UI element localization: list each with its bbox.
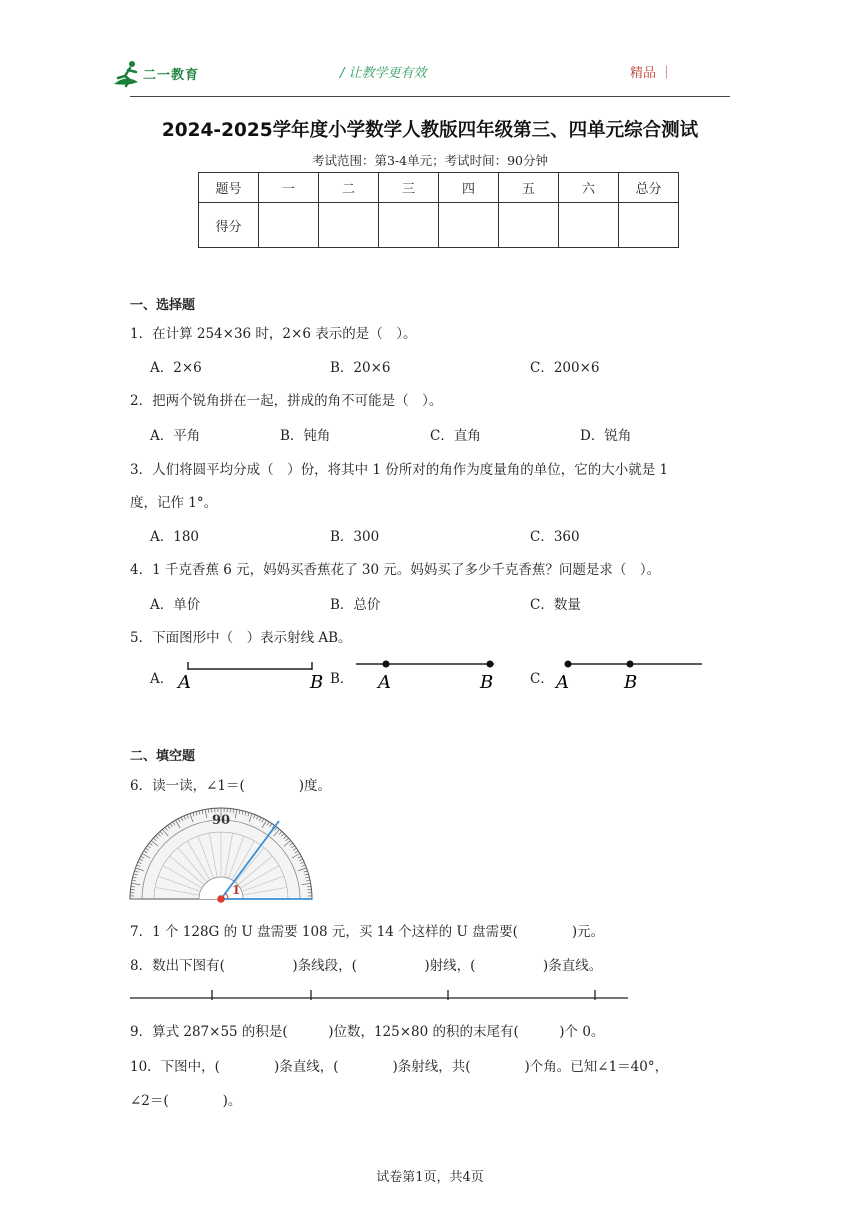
question-5: 5．下面图形中（ ）表示射线 AB。 xyxy=(130,630,352,646)
page-title: 2024-2025学年度小学数学人教版四年级第三、四单元综合测试 xyxy=(161,120,699,141)
question-9: 9．算式 287×55 的积是( )位数，125×80 的积的末尾有( )个 0。 xyxy=(130,1024,605,1040)
score-header-cell: 四 xyxy=(439,173,499,203)
score-row xyxy=(199,203,679,248)
score-cell[interactable] xyxy=(619,203,679,248)
header-divider xyxy=(130,96,730,97)
q1-option-a[interactable]: A．2×6 xyxy=(150,360,202,376)
q5-option-c[interactable]: C． xyxy=(530,671,554,687)
q3-option-c[interactable]: C．360 xyxy=(530,529,580,545)
q5-option-a[interactable]: A． xyxy=(150,671,174,687)
question-6: 6．读一读，∠1＝( )度。 xyxy=(130,778,332,794)
q3-option-a[interactable]: A．180 xyxy=(150,529,200,545)
question-10: 10．下图中，( )条直线，( )条射线，共( )个角。已知∠1＝40°， xyxy=(130,1059,669,1075)
question-8: 8．数出下图有( )条线段，( )射线，( )条直线。 xyxy=(130,958,603,974)
header-badge: 精品 ｜ xyxy=(630,66,674,81)
q5-c-label-a: A xyxy=(556,672,569,692)
q2-option-b[interactable]: B．钝角 xyxy=(280,428,331,444)
protractor-figure xyxy=(128,804,314,904)
score-row-label: 得分 xyxy=(199,203,259,248)
score-cell[interactable] xyxy=(319,203,379,248)
question-1: 1．在计算 254×36 时，2×6 表示的是（ ）。 xyxy=(130,326,417,342)
question-4: 4．1 千克香蕉 6 元，妈妈买香蕉花了 30 元。妈妈买了多少千克香蕉？问题是求（ ）。 xyxy=(130,562,661,578)
angle-1-label: 1 xyxy=(232,883,241,897)
q5-figure-c-ray xyxy=(550,656,710,692)
section-heading: 一、选择题 xyxy=(130,298,196,313)
q5-a-label-b: B xyxy=(310,672,324,692)
question-2: 2．把两个锐角拼在一起，拼成的角不可能是（ ）。 xyxy=(130,393,443,409)
score-header-cell: 一 xyxy=(259,173,319,203)
q5-b-label-a: A xyxy=(378,672,391,692)
q4-option-b[interactable]: B．总价 xyxy=(330,597,381,613)
question-10-line2: ∠2＝( )。 xyxy=(130,1093,242,1109)
q2-option-c[interactable]: C．直角 xyxy=(430,428,481,444)
q5-figure-b-segment xyxy=(350,656,510,692)
q2-option-d[interactable]: D．锐角 xyxy=(580,428,632,444)
protractor-90-label: 90 xyxy=(212,813,231,828)
score-cell[interactable] xyxy=(259,203,319,248)
q5-figure-a-segment xyxy=(176,656,326,692)
q5-b-label-b: B xyxy=(480,672,494,692)
q4-option-a[interactable]: A．单价 xyxy=(150,597,201,613)
question-3: 3．人们将圆平均分成（ ）份，将其中 1 份所对的角作为度量角的单位，它的大小就是 1 xyxy=(130,462,669,478)
q1-option-b[interactable]: B．20×6 xyxy=(330,360,391,376)
q4-option-c[interactable]: C．数量 xyxy=(530,597,581,613)
q5-option-b[interactable]: B． xyxy=(330,671,354,687)
page-footer: 试卷第1页，共4页 xyxy=(376,1170,484,1185)
q5-a-label-a: A xyxy=(178,672,191,692)
q3-option-b[interactable]: B．300 xyxy=(330,529,380,545)
section-heading: 二、填空题 xyxy=(130,749,196,764)
score-cell[interactable] xyxy=(439,203,499,248)
question-7: 7．1 个 128G 的 U 盘需要 108 元，买 14 个这样的 U 盘需要( )元。 xyxy=(130,924,605,940)
score-header-row xyxy=(199,173,679,203)
q5-c-label-b: B xyxy=(624,672,638,692)
exam-info: 考试范围：第3-4单元；考试时间：90分钟 xyxy=(311,153,549,168)
score-header-cell: 六 xyxy=(559,173,619,203)
score-header-cell: 二 xyxy=(319,173,379,203)
q8-line-figure xyxy=(128,986,632,1006)
score-header-cell: 题号 xyxy=(199,173,259,203)
q2-option-a[interactable]: A．平角 xyxy=(150,428,201,444)
score-header-cell: 三 xyxy=(379,173,439,203)
question-3-line2: 度，记作 1°。 xyxy=(130,495,218,511)
score-table xyxy=(198,172,679,248)
score-header-cell: 总分 xyxy=(619,173,679,203)
score-cell[interactable] xyxy=(379,203,439,248)
q1-option-c[interactable]: C．200×6 xyxy=(530,360,600,376)
score-cell[interactable] xyxy=(499,203,559,248)
logo-text: 二一教育 xyxy=(143,68,200,83)
score-cell[interactable] xyxy=(559,203,619,248)
header-slogan: / 让教学更有效 xyxy=(340,66,427,81)
score-header-cell: 五 xyxy=(499,173,559,203)
